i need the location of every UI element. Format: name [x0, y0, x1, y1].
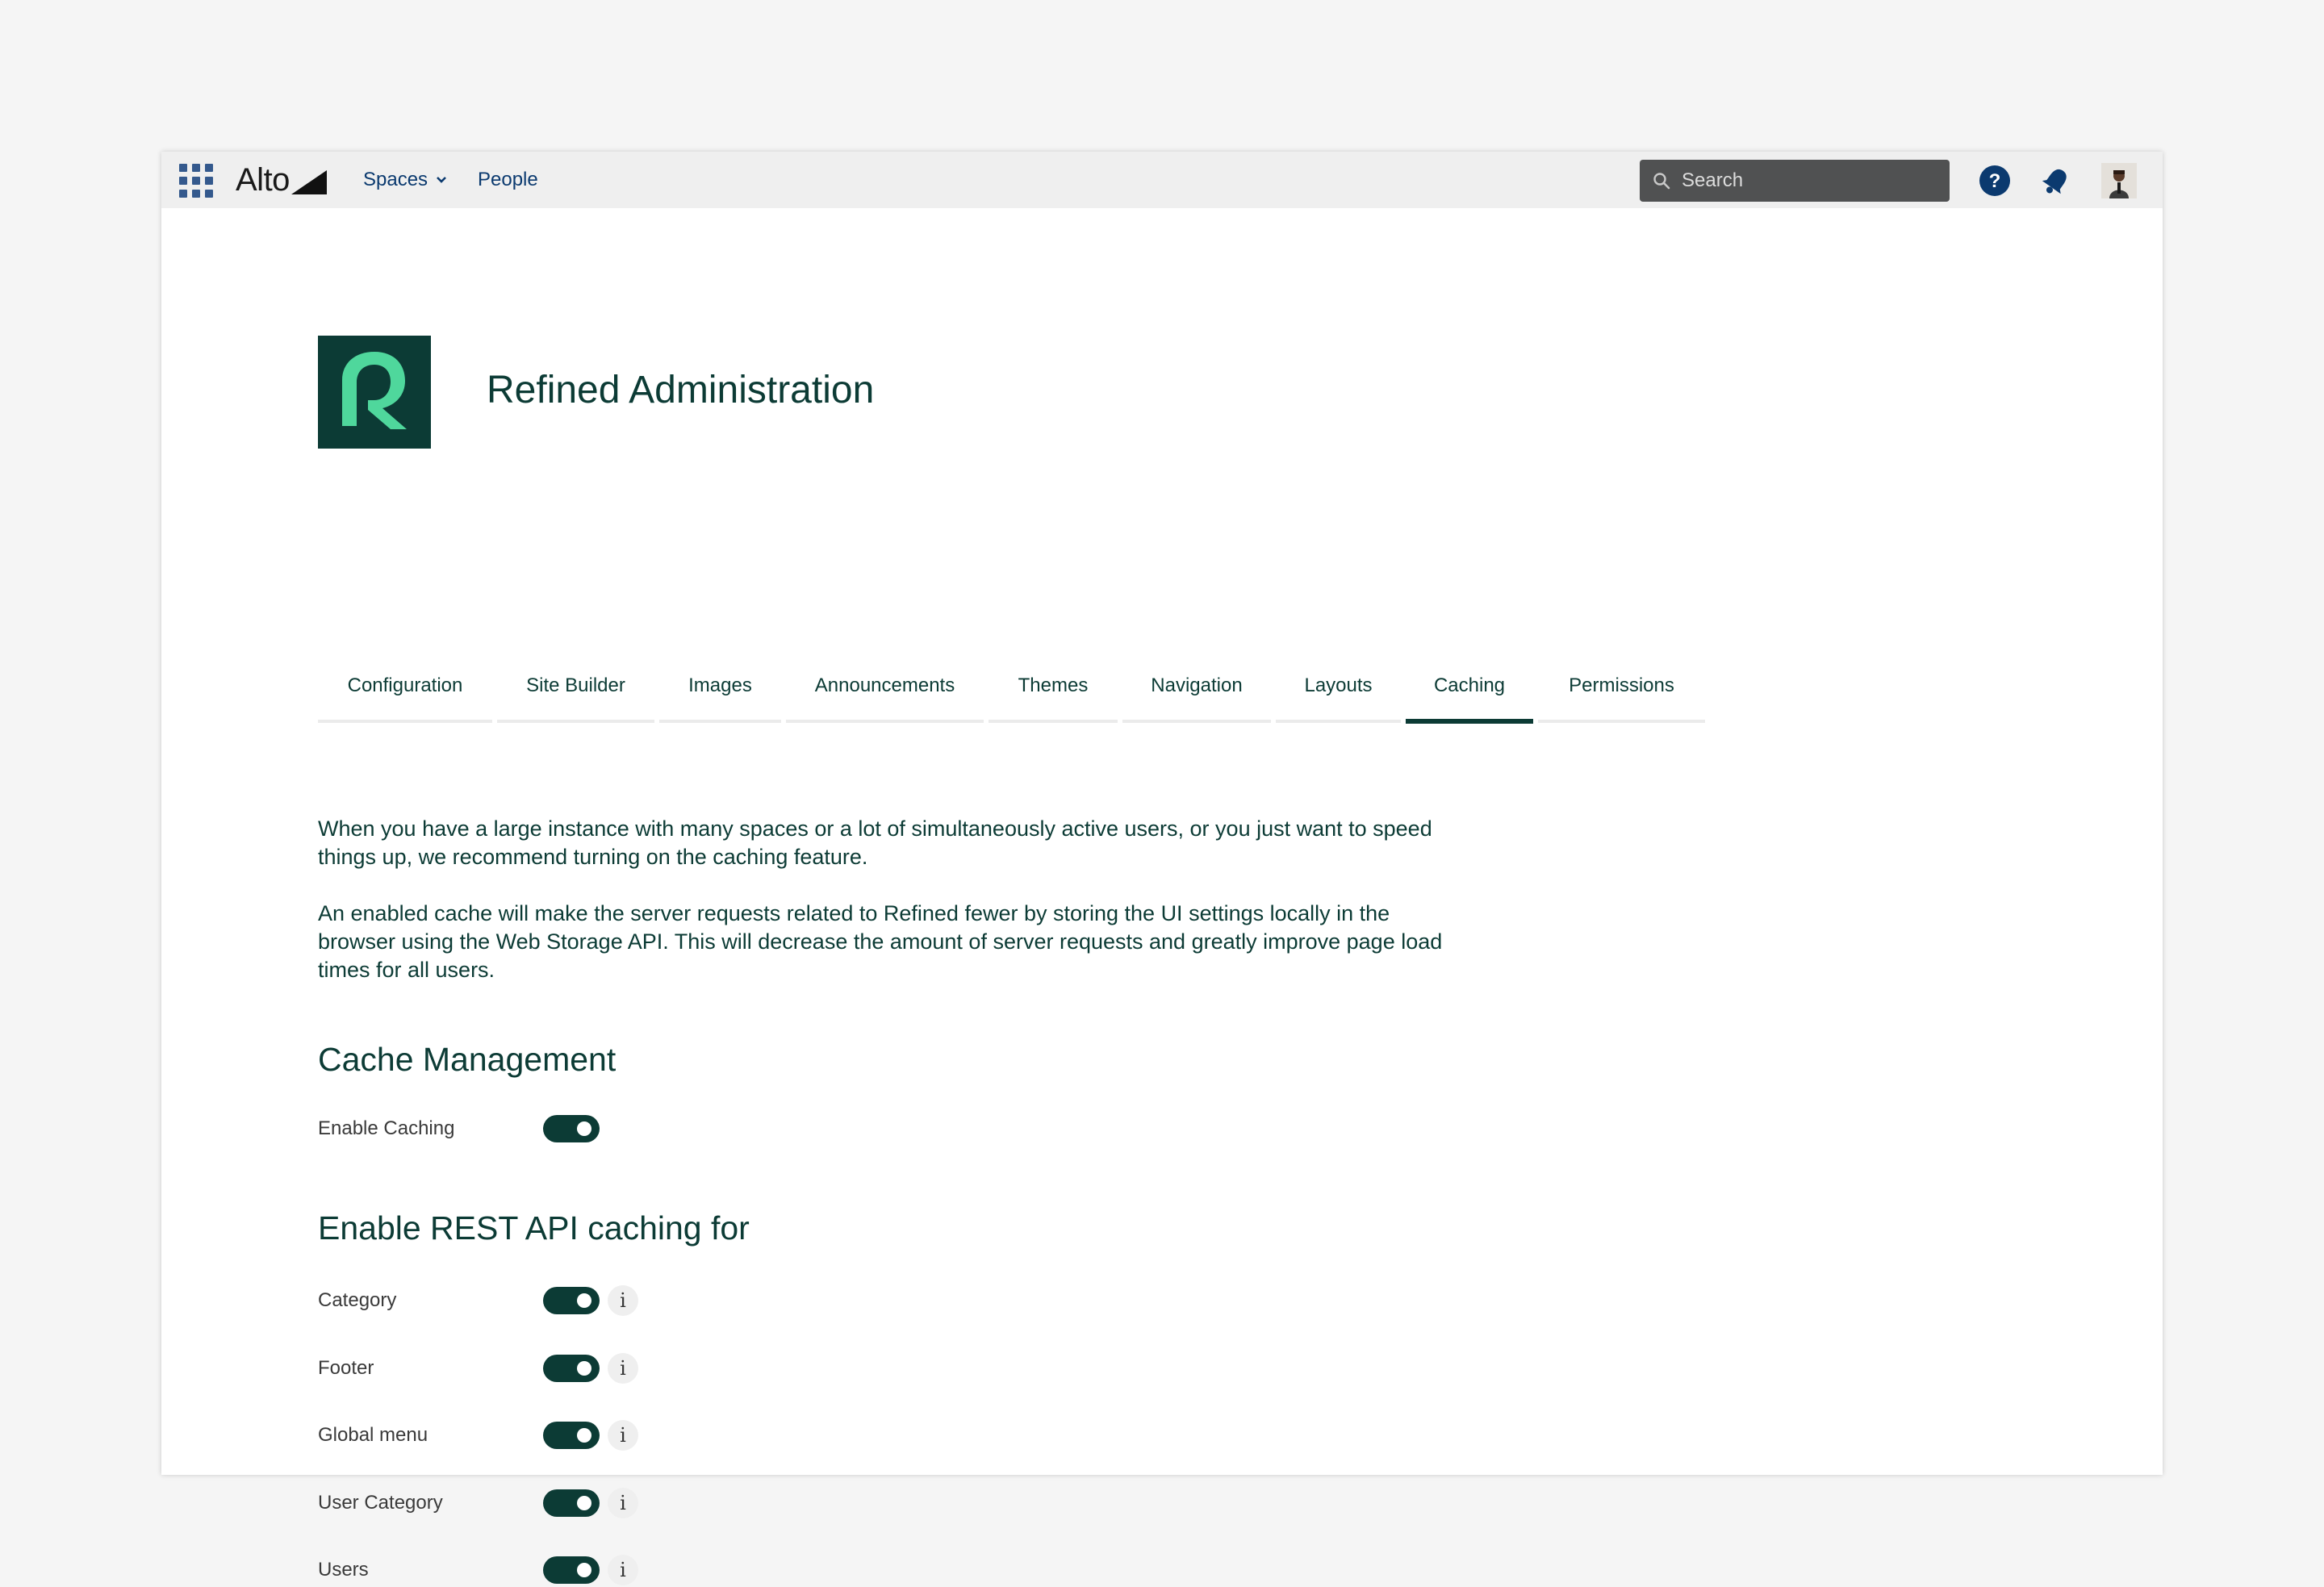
rest-item-global-menu-row: [318, 1418, 638, 1452]
cache-management-heading: Cache Management: [318, 1041, 617, 1078]
tab-label: Site Builder: [526, 674, 625, 696]
tab-announcements[interactable]: [786, 674, 984, 723]
category-label: Category: [318, 1289, 397, 1311]
search-input[interactable]: [1640, 160, 1950, 202]
tab-images[interactable]: [659, 674, 781, 723]
category-info-icon[interactable]: i: [608, 1285, 638, 1316]
footer-label: Footer: [318, 1357, 374, 1379]
refined-logo: [318, 336, 431, 449]
category-toggle[interactable]: [543, 1287, 600, 1314]
site-logo[interactable]: [236, 161, 327, 198]
logo-wedge-icon: [291, 170, 327, 194]
toggle-knob: [577, 1293, 591, 1308]
tab-label: Configuration: [347, 674, 463, 696]
rest-item-footer-row: [318, 1351, 638, 1385]
chevron-down-icon: [436, 176, 447, 184]
toggle-knob: [577, 1428, 591, 1443]
global-menu-toggle[interactable]: [543, 1422, 600, 1449]
tab-caching[interactable]: [1406, 674, 1533, 723]
tab-label: Caching: [1433, 674, 1506, 696]
tab-layouts[interactable]: [1276, 674, 1401, 723]
nav-people-label: People: [478, 169, 538, 190]
search-placeholder: Search: [1682, 169, 1744, 191]
toggle-knob: [577, 1496, 591, 1510]
tab-label: Themes: [1018, 674, 1089, 696]
rest-api-caching-heading: Enable REST API caching for: [318, 1209, 750, 1247]
tab-navigation[interactable]: [1122, 674, 1271, 723]
top-navigation-bar: [161, 152, 2163, 208]
tab-label: Layouts: [1304, 674, 1373, 696]
users-info-icon[interactable]: i: [608, 1555, 638, 1585]
users-toggle[interactable]: [543, 1556, 600, 1584]
tab-configuration[interactable]: [318, 674, 492, 723]
tab-site-builder[interactable]: [497, 674, 654, 723]
nav-spaces-label: Spaces: [363, 169, 428, 190]
avatar[interactable]: [2101, 163, 2137, 198]
user-category-toggle[interactable]: [543, 1489, 600, 1517]
search-icon: [1653, 172, 1670, 190]
tab-label: Images: [688, 674, 752, 696]
tab-label: Navigation: [1151, 674, 1243, 696]
global-menu-label: Global menu: [318, 1424, 428, 1446]
svg-text:?: ?: [1988, 170, 2001, 192]
global-menu-info-icon[interactable]: i: [608, 1420, 638, 1451]
nav-spaces-dropdown[interactable]: [363, 152, 447, 208]
footer-toggle[interactable]: [543, 1355, 600, 1382]
intro-paragraph-1: When you have a large instance with many spaces or a lot of simultaneously active users, or you just want to speed things up, we recommend turning on the caching feature.: [318, 816, 1432, 869]
tab-label: Permissions: [1569, 674, 1674, 696]
rest-item-user-category-row: [318, 1486, 638, 1520]
rest-item-users-row: [318, 1553, 638, 1587]
browser-window: [161, 152, 2163, 1581]
enable-caching-label: Enable Caching: [318, 1117, 455, 1139]
admin-tabs: [318, 674, 1710, 723]
tab-permissions[interactable]: [1538, 674, 1705, 723]
page-title: Refined Administration: [487, 369, 875, 411]
toggle-knob: [577, 1563, 591, 1577]
nav-people-link[interactable]: [478, 152, 538, 208]
user-category-label: User Category: [318, 1492, 443, 1514]
rest-item-category-row: [318, 1284, 638, 1318]
notification-bell-icon[interactable]: [2038, 163, 2074, 198]
user-category-info-icon[interactable]: i: [608, 1488, 638, 1518]
tab-label: Announcements: [814, 674, 955, 696]
footer-info-icon[interactable]: i: [608, 1353, 638, 1384]
tab-themes[interactable]: [989, 674, 1118, 723]
app-grid-icon[interactable]: [179, 164, 213, 198]
enable-caching-row: [318, 1112, 600, 1146]
enable-caching-toggle[interactable]: [543, 1115, 600, 1142]
toggle-knob: [577, 1361, 591, 1376]
logo-text: Alto: [236, 161, 290, 198]
help-icon[interactable]: [1977, 163, 2013, 198]
users-label: Users: [318, 1559, 369, 1581]
toggle-knob: [577, 1121, 591, 1136]
intro-paragraph-2: An enabled cache will make the server requests related to Refined fewer by storing the UI settings locally in the browser using the Web Storage API. This will decrease the amount of server requests and greatly improve page load times for all users.: [318, 901, 1443, 982]
